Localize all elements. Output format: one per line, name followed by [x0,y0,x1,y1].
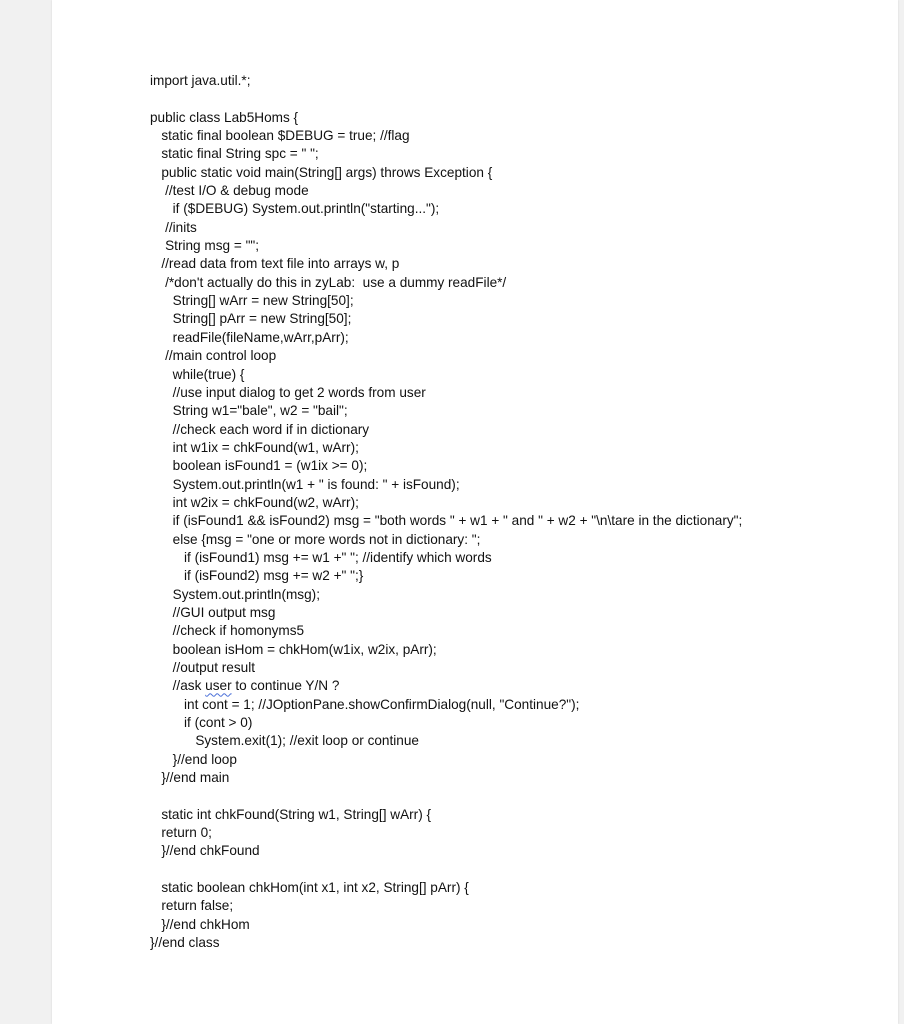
code-line: else {msg = "one or more words not in dictionary: "; [150,531,481,547]
code-line: //check each word if in dictionary [150,421,370,437]
code-line: if ($DEBUG) System.out.println("starting..."); [150,201,440,217]
code-line: //use input dialog to get 2 words from user [150,384,426,400]
code-line: readFile(fileName,wArr,pArr); [150,329,349,345]
code-line: //main control loop [150,348,277,364]
code-line [150,787,742,805]
code-line: /*don't actually do this in zyLab: use a dummy readFile*/ [150,274,507,290]
code-line: }//end class [150,935,220,951]
code-line: int w1ix = chkFound(w1, wArr); [150,439,359,455]
code-line: if (isFound1 && isFound2) msg = "both words " + w1 + " and " + w2 + "\n\tare in the dictionary"; [150,513,743,529]
code-line: System.out.println(msg); [150,586,320,602]
code-line: static final boolean $DEBUG = true; //flag [150,128,410,144]
code-line [150,90,742,108]
code-line: static final String spc = " "; [150,146,319,162]
code-line: //read data from text file into arrays w, p [150,256,400,272]
code-line: System.exit(1); //exit loop or continue [150,733,419,749]
code-line: //GUI output msg [150,604,276,620]
code-line: static int chkFound(String w1, String[] wArr) { [150,806,432,822]
code-line: if (isFound2) msg += w2 +" ";} [150,568,364,584]
code-line: String w1="bale", w2 = "bail"; [150,403,348,419]
code-line: int w2ix = chkFound(w2, wArr); [150,494,359,510]
code-line: }//end loop [150,751,237,767]
code-line [150,861,742,879]
code-line: //inits [150,219,197,235]
code-line: static boolean chkHom(int x1, int x2, String[] pArr) { [150,880,469,896]
code-line: if (cont > 0) [150,715,253,731]
code-line: boolean isFound1 = (w1ix >= 0); [150,458,368,474]
code-line: public static void main(String[] args) throws Exception { [150,164,493,180]
code-line: String[] wArr = new String[50]; [150,293,354,309]
code-listing [150,72,742,953]
code-line: String[] pArr = new String[50]; [150,311,352,327]
code-line: public class Lab5Homs { [150,109,299,125]
code-text: to continue Y/N ? [231,678,340,694]
code-line: if (isFound1) msg += w1 +" "; //identify which words [150,549,492,565]
code-line: //check if homonyms5 [150,623,305,639]
code-line: boolean isHom = chkHom(w1ix, w2ix, pArr); [150,641,437,657]
code-text: //ask [150,678,206,694]
code-line: return false; [150,898,234,914]
code-line-ask-user [150,677,742,695]
code-line: }//end chkFound [150,843,260,859]
code-line: return 0; [150,825,212,841]
code-line: import java.util.*; [150,73,251,88]
code-line: int cont = 1; //JOptionPane.showConfirmDialog(null, "Continue?"); [150,696,580,712]
code-line: System.out.println(w1 + " is found: " + isFound); [150,476,460,492]
code-line: //test I/O & debug mode [150,183,309,199]
code-line: //output result [150,660,256,675]
spellcheck-marked-word[interactable]: user [205,678,232,694]
code-line: }//end chkHom [150,916,250,932]
code-line: }//end main [150,770,230,786]
code-line: String msg = ""; [150,238,259,254]
code-line: while(true) { [150,366,245,382]
